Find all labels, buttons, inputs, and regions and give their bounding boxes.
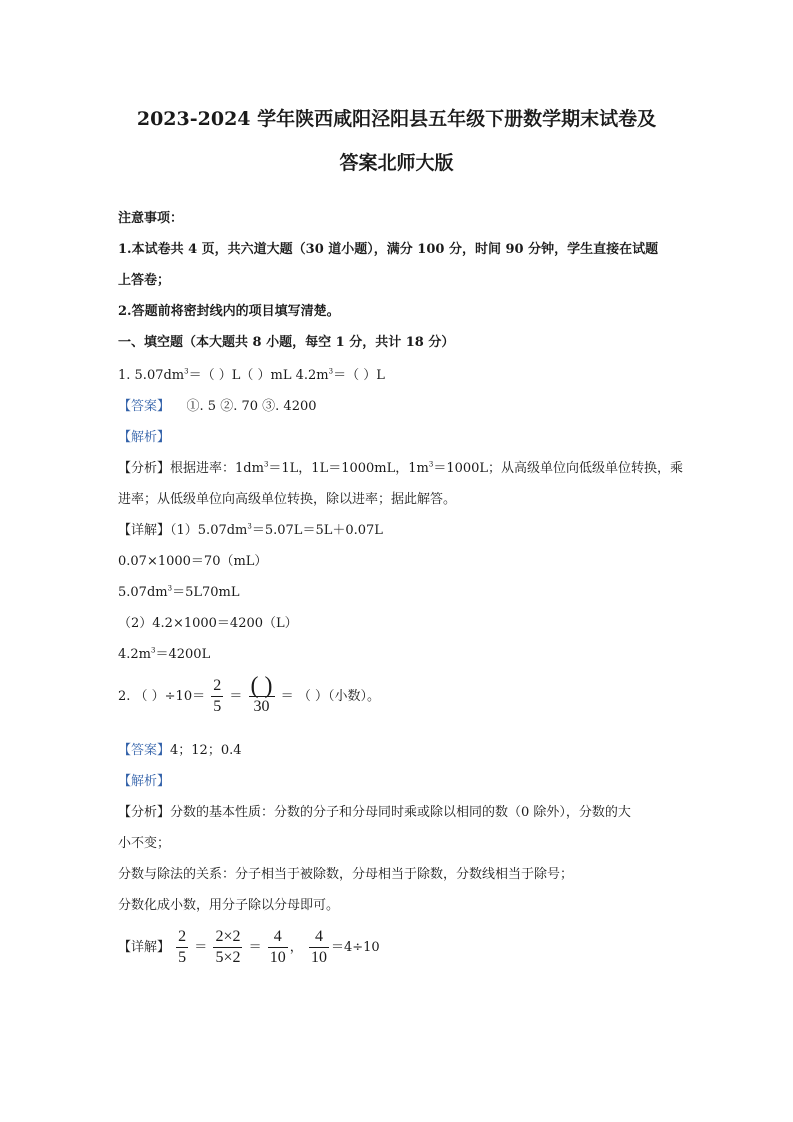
fraction: $\frac{2}{5}$ <box>213 677 222 715</box>
fraction: $\frac{( )}{30}$ <box>250 673 273 715</box>
q1-step-3: $5.07dm^3=5L70mL$ <box>118 584 240 600</box>
fraction: $\frac{2}{5}$ <box>178 928 187 966</box>
q1-question: 1. $5.07dm^3=$（ ）L（ ）mL $4.2m^3=$（ ）L <box>118 367 385 383</box>
q1-analysis-cont: 进率；从低级单位向高级单位转换，除以进率；据此解答。 <box>118 492 457 507</box>
q2-detail: 【详解】 $\frac{2}{5}$ ＝ $\frac{2\times 2}{5\times 2}$ ＝ $\frac{4}{10}$ ， $\frac{4}{10}$ ＝4÷10 <box>118 928 380 966</box>
fraction: $\frac{4}{10}$ <box>269 928 286 966</box>
q1-step-4: （2）4.2×1000＝4200（L） <box>118 616 298 631</box>
q2-analysis-4: 分数化成小数，用分子除以分母即可。 <box>118 898 340 913</box>
q2-analysis: 【分析】分数的基本性质：分数的分子和分母同时乘或除以相同的数（0 除外），分数的大 <box>118 805 631 820</box>
notice-item-1-cont: 上答卷； <box>118 273 171 288</box>
q2-jiexi-label: 【解析】 <box>118 774 171 789</box>
section-1-heading: 一、填空题（本大题共 8 小题，每空 1 分，共计 18 分） <box>118 335 455 350</box>
fraction: $\frac{4}{10}$ <box>310 928 327 966</box>
notice-heading: 注意事项： <box>118 211 184 226</box>
q2-analysis-2: 小不变； <box>118 836 171 851</box>
title-line-1: 2023-2024 学年陕西咸阳泾阳县五年级下册数学期末试卷及 <box>136 108 657 130</box>
q1-analysis: 【分析】根据进率：$1dm^3=1L$，1L＝1000mL，$1m^3=1000L$；从高级单位向低级单位转换，乘 <box>118 460 684 476</box>
notice-item-2: 2.答题前将密封线内的项目填写清楚。 <box>118 304 340 319</box>
q1-step-5: $4.2m^3=4200L$ <box>118 646 211 662</box>
q2-question: 2. （ ）÷10＝ $\frac{2}{5}$ ＝ $\frac{( )}{30}$ ＝ （ ）（小数）。 <box>118 673 380 715</box>
answer-label: 【答案】 <box>118 743 171 758</box>
q1-answer: 【答案】 ①. 5 ②. 70 ③. 4200 <box>118 399 317 414</box>
answer-label: 【答案】 <box>118 399 171 414</box>
notice-item-1: 1.本试卷共 4 页，共六道大题（30 道小题），满分 100 分，时间 90 分钟，学生直接在试题 <box>118 242 659 257</box>
q2-analysis-3: 分数与除法的关系：分子相当于被除数，分母相当于除数，分数线相当于除号； <box>118 867 574 882</box>
q1-detail: 【详解】$(1)5.07dm^3=5.07L=5L+0.07L$ <box>118 522 383 538</box>
q1-jiexi-label: 【解析】 <box>118 430 171 445</box>
q1-step-2: 0.07×1000＝70（mL） <box>118 554 268 569</box>
fraction: $\frac{2\times 2}{5\times 2}$ <box>215 928 241 966</box>
q2-answer: 【答案】4；12；0.4 <box>118 743 242 758</box>
title-line-2: 答案北师大版 <box>339 152 454 174</box>
